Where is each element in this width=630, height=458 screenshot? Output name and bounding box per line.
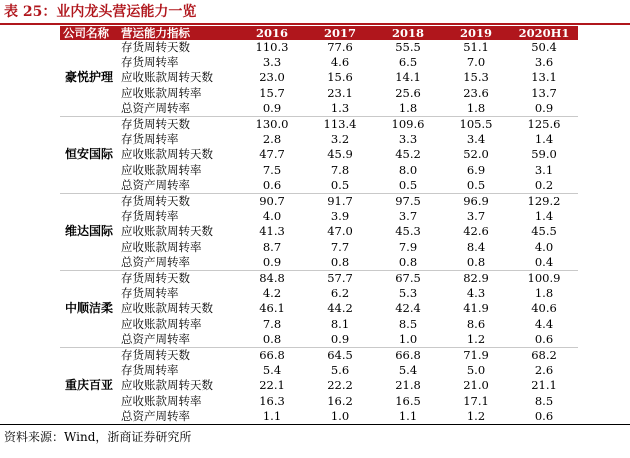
- value-cell: 46.1: [259, 301, 285, 316]
- value-cell: 47.0: [327, 224, 353, 239]
- table-row: [60, 55, 578, 70]
- value-cell: 3.4: [466, 132, 486, 147]
- value-cell: 0.9: [238, 255, 306, 271]
- value-cell: 129.2: [527, 194, 561, 209]
- value-cell: 52.0: [463, 147, 489, 162]
- value-cell: 7.8: [262, 316, 282, 331]
- table-row: [60, 332, 578, 348]
- value-cell: 16.3: [259, 393, 285, 408]
- table-row: [60, 394, 578, 409]
- value-cell: 44.2: [327, 301, 353, 316]
- value-cell: 41.9: [463, 301, 489, 316]
- table-header-row: [60, 26, 578, 40]
- header-2019: 2019: [442, 26, 510, 40]
- value-cell: 105.5: [459, 117, 493, 132]
- value-cell: 113.4: [323, 117, 357, 132]
- value-cell: 47.7: [259, 147, 285, 162]
- value-cell: 8.7: [262, 239, 282, 254]
- value-cell: 22.2: [327, 378, 353, 393]
- value-cell: 1.0: [374, 332, 442, 348]
- value-cell: 66.8: [259, 348, 285, 363]
- indicator-cell: 总资产周转率: [118, 178, 238, 194]
- value-cell: 15.6: [327, 70, 353, 85]
- table-row: [60, 101, 578, 117]
- value-cell: 16.5: [395, 393, 421, 408]
- indicator-cell: 总资产周转率: [118, 332, 238, 348]
- value-cell: 1.2: [442, 332, 510, 348]
- value-cell: 91.7: [327, 194, 353, 209]
- header-indicator: 营运能力指标: [118, 26, 238, 40]
- header-company: 公司名称: [60, 26, 118, 40]
- value-cell: 5.4: [262, 363, 282, 378]
- value-cell: 3.9: [330, 209, 350, 224]
- value-cell: 50.4: [531, 40, 557, 54]
- value-cell: 130.0: [255, 117, 289, 132]
- indicator-cell: 总资产周转率: [118, 409, 238, 425]
- table-row: [60, 240, 578, 255]
- indicator-cell: 应收账款周转率: [121, 316, 202, 331]
- value-cell: 2.6: [534, 363, 554, 378]
- table-row: [60, 86, 578, 101]
- value-cell: 8.1: [330, 316, 350, 331]
- value-cell: 59.0: [531, 147, 557, 162]
- title-divider: [0, 23, 630, 25]
- value-cell: 4.2: [262, 286, 282, 301]
- value-cell: 8.5: [398, 316, 418, 331]
- table-title: 表 25：业内龙头营运能力一览: [4, 4, 197, 20]
- indicator-cell: 应收账款周转率: [121, 393, 202, 408]
- indicator-cell: 总资产周转率: [118, 255, 238, 271]
- table-row: [60, 209, 578, 224]
- value-cell: 4.0: [534, 239, 554, 254]
- value-cell: 8.4: [466, 239, 486, 254]
- value-cell: 51.1: [463, 40, 489, 54]
- value-cell: 82.9: [463, 271, 489, 286]
- value-cell: 3.6: [534, 55, 554, 70]
- header-2017: 2017: [306, 26, 374, 40]
- header-2018: 2018: [374, 26, 442, 40]
- value-cell: 109.6: [391, 117, 425, 132]
- value-cell: 23.1: [327, 85, 353, 100]
- table-row: [60, 40, 578, 55]
- indicator-cell: 应收账款周转天数: [121, 378, 213, 393]
- value-cell: 97.5: [395, 194, 421, 209]
- indicator-cell: 应收账款周转天数: [121, 224, 213, 239]
- value-cell: 3.2: [330, 132, 350, 147]
- value-cell: 84.8: [259, 271, 285, 286]
- value-cell: 16.2: [327, 393, 353, 408]
- value-cell: 8.5: [534, 393, 554, 408]
- indicator-cell: 应收账款周转率: [121, 85, 202, 100]
- company-name-cell: 重庆百亚: [60, 348, 118, 425]
- value-cell: 5.0: [466, 363, 486, 378]
- table-row: [60, 409, 578, 425]
- indicator-cell: 存货周转率: [121, 209, 179, 224]
- value-cell: 0.5: [306, 178, 374, 194]
- value-cell: 0.8: [306, 255, 374, 271]
- value-cell: 45.5: [531, 224, 557, 239]
- indicator-cell: 应收账款周转率: [121, 162, 202, 177]
- value-cell: 3.7: [398, 209, 418, 224]
- indicator-cell: 存货周转率: [121, 286, 179, 301]
- table-row: [60, 147, 578, 162]
- header-2016: 2016: [238, 26, 306, 40]
- table-row: [60, 178, 578, 194]
- value-cell: 0.5: [442, 178, 510, 194]
- value-cell: 0.6: [238, 178, 306, 194]
- value-cell: 4.4: [534, 316, 554, 331]
- value-cell: 1.8: [442, 101, 510, 117]
- value-cell: 8.6: [466, 316, 486, 331]
- table-body: [60, 40, 578, 425]
- value-cell: 1.8: [534, 286, 554, 301]
- value-cell: 0.2: [510, 178, 578, 194]
- value-cell: 0.9: [306, 332, 374, 348]
- value-cell: 15.3: [463, 70, 489, 85]
- value-cell: 7.9: [398, 239, 418, 254]
- value-cell: 7.0: [466, 55, 486, 70]
- source-note: 资料来源：Wind，浙商证券研究所: [4, 430, 192, 444]
- indicator-cell: 存货周转天数: [121, 40, 190, 54]
- value-cell: 4.6: [330, 55, 350, 70]
- value-cell: 1.4: [534, 132, 554, 147]
- table-row: [60, 224, 578, 239]
- company-name-cell: 中顺洁柔: [60, 271, 118, 348]
- value-cell: 23.0: [259, 70, 285, 85]
- indicator-cell: 应收账款周转天数: [121, 301, 213, 316]
- table-row: [60, 301, 578, 316]
- value-cell: 77.6: [327, 40, 353, 54]
- table-row: [60, 363, 578, 378]
- value-cell: 0.6: [510, 409, 578, 425]
- value-cell: 5.3: [398, 286, 418, 301]
- header-2020h1: 2020H1: [510, 26, 578, 40]
- company-name-cell: 恒安国际: [60, 117, 118, 194]
- table-row: [60, 132, 578, 147]
- value-cell: 4.0: [262, 209, 282, 224]
- value-cell: 1.1: [238, 409, 306, 425]
- value-cell: 8.0: [398, 162, 418, 177]
- indicator-cell: 总资产周转率: [118, 101, 238, 117]
- value-cell: 2.8: [262, 132, 282, 147]
- value-cell: 3.3: [398, 132, 418, 147]
- value-cell: 6.5: [398, 55, 418, 70]
- indicator-cell: 存货周转天数: [121, 117, 190, 132]
- value-cell: 71.9: [463, 348, 489, 363]
- value-cell: 45.2: [395, 147, 421, 162]
- value-cell: 0.5: [374, 178, 442, 194]
- value-cell: 21.1: [531, 378, 557, 393]
- value-cell: 23.6: [463, 85, 489, 100]
- value-cell: 0.8: [442, 255, 510, 271]
- value-cell: 6.2: [330, 286, 350, 301]
- table-row: [60, 378, 578, 393]
- table-row: [60, 286, 578, 301]
- value-cell: 17.1: [463, 393, 489, 408]
- value-cell: 22.1: [259, 378, 285, 393]
- value-cell: 1.4: [534, 209, 554, 224]
- value-cell: 4.3: [466, 286, 486, 301]
- table-row: [60, 271, 578, 287]
- table-row: [60, 255, 578, 271]
- value-cell: 66.8: [395, 348, 421, 363]
- table-row: [60, 70, 578, 85]
- value-cell: 96.9: [463, 194, 489, 209]
- value-cell: 0.8: [374, 255, 442, 271]
- value-cell: 1.2: [442, 409, 510, 425]
- indicator-cell: 应收账款周转率: [121, 239, 202, 254]
- table-row: [60, 163, 578, 178]
- indicator-cell: 应收账款周转天数: [121, 70, 213, 85]
- value-cell: 5.4: [398, 363, 418, 378]
- indicator-cell: 存货周转率: [121, 132, 179, 147]
- value-cell: 1.8: [374, 101, 442, 117]
- value-cell: 0.8: [238, 332, 306, 348]
- indicator-cell: 应收账款周转天数: [121, 147, 213, 162]
- value-cell: 21.0: [463, 378, 489, 393]
- value-cell: 13.7: [531, 85, 557, 100]
- company-name-cell: 维达国际: [60, 194, 118, 271]
- table-row: [60, 317, 578, 332]
- value-cell: 21.8: [395, 378, 421, 393]
- value-cell: 1.1: [374, 409, 442, 425]
- value-cell: 40.6: [531, 301, 557, 316]
- value-cell: 3.1: [534, 162, 554, 177]
- value-cell: 45.9: [327, 147, 353, 162]
- value-cell: 3.7: [466, 209, 486, 224]
- value-cell: 1.0: [306, 409, 374, 425]
- value-cell: 0.9: [510, 101, 578, 117]
- table-row: [60, 194, 578, 210]
- value-cell: 5.6: [330, 363, 350, 378]
- operating-capability-table: [60, 26, 578, 425]
- value-cell: 7.8: [330, 162, 350, 177]
- value-cell: 42.6: [463, 224, 489, 239]
- footer-divider: [0, 424, 630, 425]
- value-cell: 0.4: [510, 255, 578, 271]
- value-cell: 7.7: [330, 239, 350, 254]
- value-cell: 90.7: [259, 194, 285, 209]
- value-cell: 42.4: [395, 301, 421, 316]
- value-cell: 125.6: [527, 117, 561, 132]
- value-cell: 0.9: [238, 101, 306, 117]
- value-cell: 6.9: [466, 162, 486, 177]
- value-cell: 55.5: [395, 40, 421, 54]
- value-cell: 64.5: [327, 348, 353, 363]
- table-row: [60, 348, 578, 364]
- table-row: [60, 117, 578, 133]
- value-cell: 13.1: [531, 70, 557, 85]
- value-cell: 67.5: [395, 271, 421, 286]
- value-cell: 3.3: [262, 55, 282, 70]
- value-cell: 7.5: [262, 162, 282, 177]
- value-cell: 45.3: [395, 224, 421, 239]
- value-cell: 25.6: [395, 85, 421, 100]
- value-cell: 14.1: [395, 70, 421, 85]
- value-cell: 57.7: [327, 271, 353, 286]
- value-cell: 0.6: [510, 332, 578, 348]
- value-cell: 100.9: [527, 271, 561, 286]
- indicator-cell: 存货周转率: [121, 55, 179, 70]
- indicator-cell: 存货周转率: [121, 363, 179, 378]
- indicator-cell: 存货周转天数: [121, 348, 190, 363]
- company-name-cell: 豪悦护理: [60, 40, 118, 117]
- value-cell: 1.3: [306, 101, 374, 117]
- indicator-cell: 存货周转天数: [121, 271, 190, 286]
- value-cell: 15.7: [259, 85, 285, 100]
- value-cell: 110.3: [255, 40, 289, 54]
- value-cell: 41.3: [259, 224, 285, 239]
- value-cell: 68.2: [531, 348, 557, 363]
- indicator-cell: 存货周转天数: [121, 194, 190, 209]
